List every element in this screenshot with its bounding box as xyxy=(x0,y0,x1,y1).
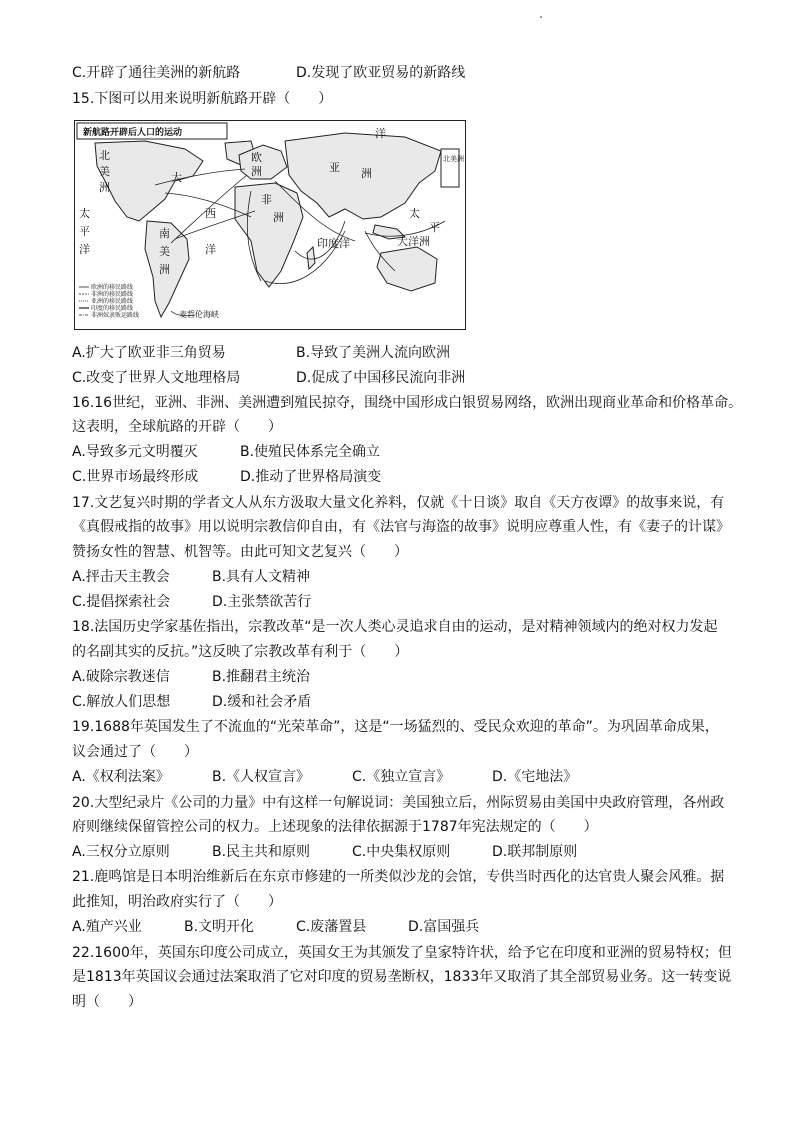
q17-option-d[interactable]: D.主张禁欲苦行 xyxy=(212,594,312,610)
label-da-yang-zhou: 大洋洲 xyxy=(397,235,430,248)
q21-stem-line1: 21.鹿鸣馆是日本明治维新后在东京市修建的一所类似沙龙的会馆，专供当时西化的达官贵人聚会风雅。据 xyxy=(72,869,725,885)
q17-option-c[interactable]: C.提倡探索社会 xyxy=(72,594,171,610)
q18-stem-line2: 的名副其实的反抗。”这反映了宗教改革有利于（ ） xyxy=(72,644,409,660)
label-yang: 洋 xyxy=(205,243,216,256)
q17-stem-line1: 17.文艺复兴时期的学者文人从东方汲取大量文化养料，仅就《十日谈》取自《天方夜谭》的故事来说，有 xyxy=(72,495,725,511)
australia-shape xyxy=(377,247,437,291)
q16-option-d[interactable]: D.推动了世界格局演变 xyxy=(240,469,382,485)
world-map-figure xyxy=(75,121,465,329)
label-yang-top: 洋 xyxy=(375,127,386,140)
label-yin-du-yang: 印度洋 xyxy=(317,237,350,250)
legend-item-4: 印度的移民路线 xyxy=(91,305,134,312)
q21-option-b[interactable]: B.文明开化 xyxy=(184,919,255,935)
q15-stem: 15.下图可以用来说明新航路开辟（ ） xyxy=(72,91,333,107)
q18-option-c[interactable]: C.解放人们思想 xyxy=(72,694,171,710)
north-america-shape xyxy=(95,141,203,221)
q20-option-b[interactable]: B.民主共和原则 xyxy=(212,844,311,860)
label-zhou: 洲 xyxy=(99,181,110,194)
q17-stem-line2: 《真假戒指的故事》用以说明宗教信仰自由，有《法官与海盗的故事》说明应尊重人性，有《妻子的计谋》 xyxy=(72,519,730,535)
label-zhou2: 洲 xyxy=(251,165,262,178)
madagascar-shape xyxy=(307,247,315,269)
q22-stem-line1: 22.1600年，英国东印度公司成立，英国女王为其颁发了皇家特许状，给予它在印度和亚洲的贸易特权；但 xyxy=(72,945,732,961)
q22-stem-line3: 明（ ） xyxy=(72,994,142,1010)
q22-stem-line2: 是1813年英国议会通过法案取消了它对印度的贸易垄断权，1833年又取消了其全部贸易业务。这一转变说 xyxy=(72,969,732,985)
q18-option-d[interactable]: D.缓和社会矛盾 xyxy=(212,694,312,710)
label-ping-right: 平 xyxy=(429,221,440,234)
q16-stem-line1: 16.16世纪，亚洲、非洲、美洲遭到殖民掠夺，围绕中国形成白银贸易网络，欧洲出现商业革命和价格革命。 xyxy=(72,395,743,411)
label-zhou3: 洲 xyxy=(361,167,372,180)
q21-option-d[interactable]: D.富国强兵 xyxy=(408,919,480,935)
legend-item-2: 非洲的移民路线 xyxy=(91,291,134,298)
q17-option-b[interactable]: B.具有人文精神 xyxy=(212,569,311,585)
q19-option-d[interactable]: D.《宅地法》 xyxy=(492,769,578,785)
q16-option-a[interactable]: A.导致多元文明覆灭 xyxy=(72,444,198,460)
label-fei: 非 xyxy=(261,193,272,206)
q21-option-c[interactable]: C.废藩置县 xyxy=(296,919,367,935)
label-zhou4: 洲 xyxy=(159,263,170,276)
label-mei2: 美 xyxy=(159,245,170,258)
legend-item-5: 非洲奴隶贩运路线 xyxy=(91,312,140,319)
label-fei-zhou: 洲 xyxy=(273,211,284,224)
label-bei: 北 xyxy=(99,149,110,162)
q18-option-a[interactable]: A.破除宗教迷信 xyxy=(72,669,170,685)
q16-stem-line2: 这表明，全球航路的开辟（ ） xyxy=(72,419,282,435)
population-movement-map xyxy=(74,120,466,330)
q15-option-c[interactable]: C.改变了世界人文地理格局 xyxy=(72,370,241,386)
q16-option-b[interactable]: B.使殖民体系完全确立 xyxy=(240,444,381,460)
q19-option-c[interactable]: C.《独立宣言》 xyxy=(352,769,451,785)
map-title: 新航路开辟后人口的运动 xyxy=(83,128,183,138)
scan-speck xyxy=(540,16,542,18)
label-ou: 欧 xyxy=(251,151,262,164)
label-ya: 亚 xyxy=(329,161,340,174)
legend-item-1: 欧洲的移民路线 xyxy=(91,284,134,291)
q15-option-a[interactable]: A.扩大了欧亚非三角贸易 xyxy=(72,345,226,361)
label-tai-right: 太 xyxy=(409,207,420,220)
q17-option-a[interactable]: A.抨击天主教会 xyxy=(72,569,170,585)
label-magellan: 麦哲伦海峡 xyxy=(179,310,219,319)
label-north-america-ne: 北美洲 xyxy=(443,155,464,163)
q14-option-d[interactable]: D.发现了欧亚贸易的新路线 xyxy=(296,65,466,81)
q19-stem-line1: 19.1688年英国发生了不流血的“光荣革命”，这是“一场猛烈的、受民众欢迎的革命”。为巩固革命成果， xyxy=(72,719,719,735)
q20-stem-line1: 20.大型纪录片《公司的力量》中有这样一句解说词：美国独立后，州际贸易由美国中央政府管理，各州政 xyxy=(72,795,725,811)
q19-option-b[interactable]: B.《人权宣言》 xyxy=(212,769,311,785)
q15-option-d[interactable]: D.促成了中国移民流向非洲 xyxy=(296,370,466,386)
q21-option-a[interactable]: A.殖产兴业 xyxy=(72,919,142,935)
q20-stem-line2: 府则继续保留管控公司的权力。上述现象的法律依据源于1787年宪法规定的（ ） xyxy=(72,819,598,835)
q19-option-a[interactable]: A.《权利法案》 xyxy=(72,769,170,785)
q17-stem-line3: 赞扬女性的智慧、机智等。由此可知文艺复兴（ ） xyxy=(72,544,408,560)
label-tai-left: 太 xyxy=(79,207,90,220)
q20-option-a[interactable]: A.三权分立原则 xyxy=(72,844,170,860)
label-nan: 南 xyxy=(159,227,170,240)
label-ping-left: 平 xyxy=(79,225,90,238)
map-legend xyxy=(79,283,139,319)
legend-item-3: 亚洲的移民路线 xyxy=(91,298,134,305)
label-mei: 美 xyxy=(99,165,110,178)
q15-option-b[interactable]: B.导致了美洲人流向欧洲 xyxy=(296,345,451,361)
q18-option-b[interactable]: B.推翻君主统治 xyxy=(212,669,311,685)
label-da-atlantic: 大 xyxy=(171,171,182,184)
q14-option-c[interactable]: C.开辟了通往美洲的新航路 xyxy=(72,65,241,81)
label-xi: 西 xyxy=(205,207,216,220)
q19-stem-line2: 议会通过了（ ） xyxy=(72,744,198,760)
q18-stem-line1: 18.法国历史学家基佐指出，宗教改革“是一次人类心灵追求自由的运动，是对精神领域内的绝对权力发起 xyxy=(72,619,718,635)
q20-option-c[interactable]: C.中央集权原则 xyxy=(352,844,451,860)
q21-stem-line2: 此推知，明治政府实行了（ ） xyxy=(72,894,282,910)
q20-option-d[interactable]: D.联邦制原则 xyxy=(492,844,578,860)
q16-option-c[interactable]: C.世界市场最终形成 xyxy=(72,469,199,485)
label-yang-left: 洋 xyxy=(79,243,90,256)
